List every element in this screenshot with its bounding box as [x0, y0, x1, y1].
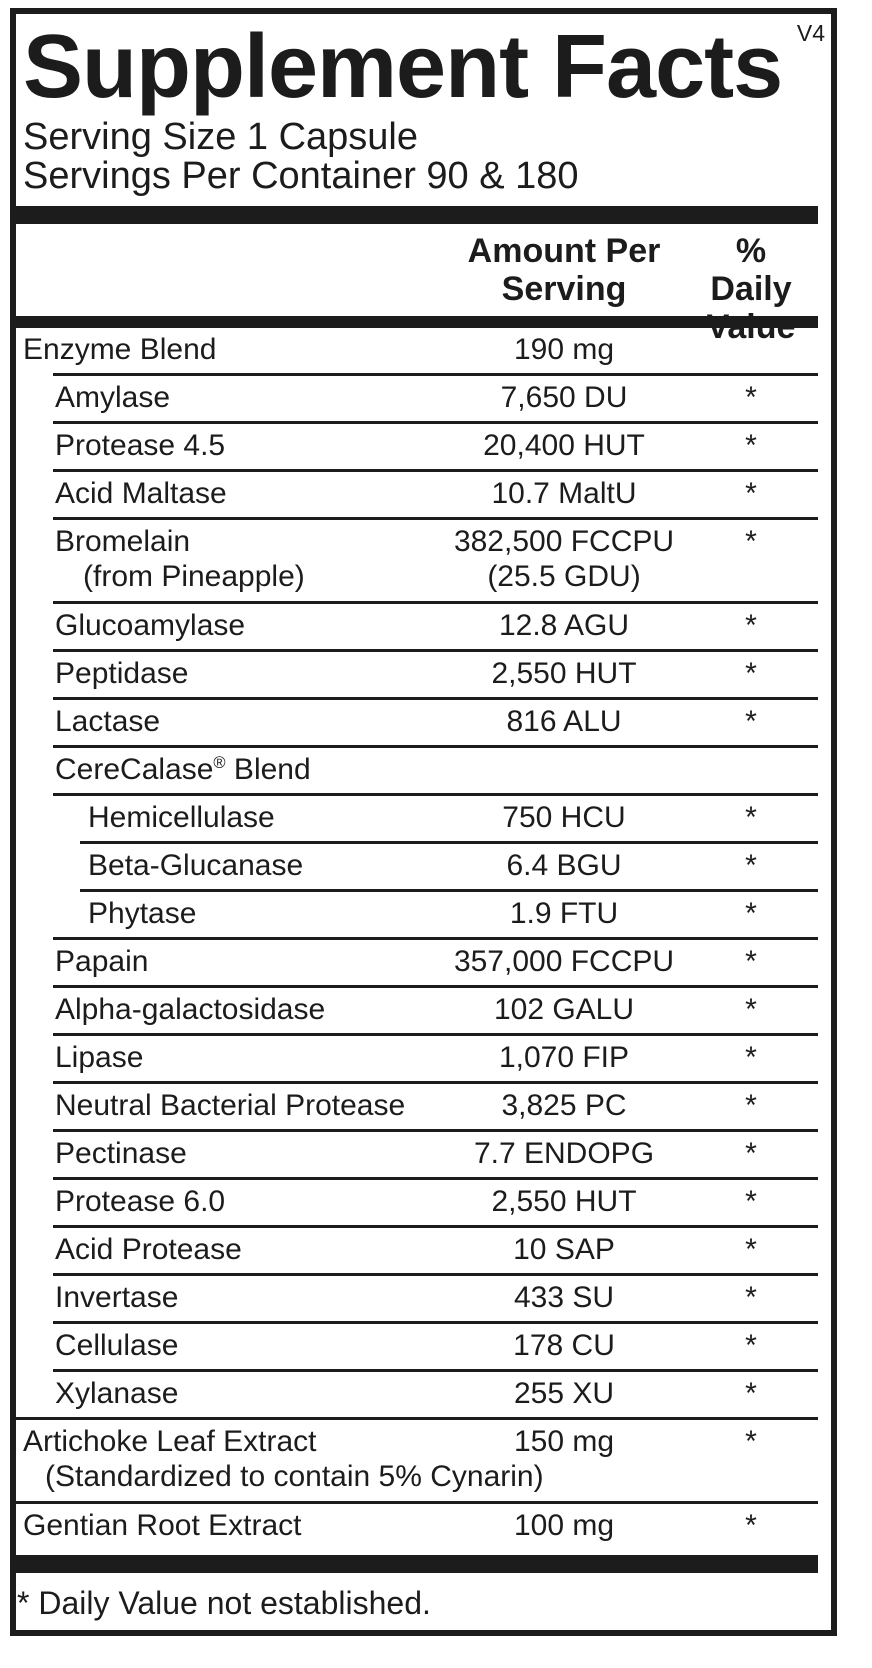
ingredient-daily-value: *	[745, 1281, 757, 1314]
ingredient-amount: 1,070 FIP	[498, 1041, 630, 1074]
ingredient-daily-value: *	[745, 849, 757, 882]
ingredient-daily-value: *	[745, 657, 757, 690]
ingredient-name: Phytase	[88, 897, 197, 930]
ingredient-name: Peptidase	[55, 657, 189, 690]
ingredient-daily-value: *	[745, 381, 757, 414]
ingredient-daily-value: *	[745, 1137, 757, 1170]
ingredient-name: Hemicellulase	[88, 801, 275, 834]
ingredient-name: Xylanase	[55, 1377, 179, 1410]
ingredient-daily-value: *	[745, 1089, 757, 1122]
ingredient-daily-value: *	[745, 1329, 757, 1362]
amount-header-line2: Serving	[501, 270, 627, 308]
ingredient-row	[16, 328, 818, 373]
ingredient-row	[16, 1372, 818, 1417]
ingredient-amount: 7,650 DU	[500, 381, 628, 414]
ingredient-amount: 6.4 BGU	[506, 849, 622, 882]
divider-bar-top	[16, 206, 818, 224]
ingredient-daily-value: *	[745, 1377, 757, 1410]
amount-header-line1: Amount Per	[467, 232, 661, 270]
ingredient-name: Alpha-galactosidase	[55, 993, 326, 1026]
ingredient-amount: 178 CU	[513, 1329, 615, 1362]
ingredient-amount: 20,400 HUT	[483, 429, 645, 462]
ingredient-daily-value: *	[745, 897, 757, 930]
ingredient-amount: 2,550 HUT	[491, 1185, 637, 1218]
ingredient-daily-value: *	[745, 1233, 757, 1266]
ingredient-name: Pectinase	[55, 1137, 187, 1170]
supplement-facts-label	[10, 8, 837, 1636]
daily-value-footnote: * Daily Value not established.	[17, 1585, 431, 1621]
ingredient-daily-value: *	[745, 1041, 757, 1074]
column-headers	[16, 224, 818, 346]
ingredient-amount: 255 XU	[513, 1377, 615, 1410]
ingredient-amount: 190 mg	[513, 333, 615, 366]
dv-header-line2: Value	[706, 308, 796, 346]
ingredient-amount: 433 SU	[513, 1281, 615, 1314]
ingredient-amount: 150 mg	[513, 1425, 615, 1458]
ingredient-name: Papain	[55, 945, 149, 978]
version-superscript: V4	[796, 20, 825, 46]
ingredient-row	[16, 652, 818, 697]
ingredient-name: Acid Protease	[55, 1233, 242, 1266]
ingredient-daily-value: *	[745, 945, 757, 978]
ingredient-row	[16, 1132, 818, 1177]
servings-per-container-line: Servings Per Container 90 & 180	[23, 155, 579, 197]
ingredient-row	[16, 1324, 818, 1369]
ingredient-name: Protease 4.5	[55, 429, 226, 462]
ingredient-row	[16, 1504, 818, 1549]
ingredient-daily-value: *	[745, 705, 757, 738]
amount-per-serving-header	[419, 232, 709, 308]
divider-bar-bottom	[16, 1555, 818, 1573]
ingredient-amount: 10 SAP	[513, 1233, 615, 1266]
ingredient-row	[16, 1036, 818, 1081]
ingredient-name: Protease 6.0	[55, 1185, 226, 1218]
ingredient-daily-value: *	[745, 1509, 757, 1542]
ingredient-amount: 100 mg	[513, 1509, 615, 1542]
ingredient-note: (from Pineapple)	[83, 560, 305, 593]
ingredient-note: (Standardized to contain 5% Cynarin)	[45, 1460, 544, 1493]
ingredient-daily-value: *	[745, 801, 757, 834]
ingredient-row	[16, 472, 818, 517]
ingredients-table	[16, 328, 818, 1549]
ingredient-row	[16, 604, 818, 649]
ingredient-row	[16, 1084, 818, 1129]
ingredient-name: Glucoamylase	[55, 609, 246, 642]
ingredient-daily-value: *	[745, 609, 757, 642]
dv-header-line1: % Daily	[710, 232, 792, 308]
ingredient-amount: 7.7 ENDOPG	[473, 1137, 655, 1170]
ingredient-row	[16, 844, 818, 889]
ingredient-name: Enzyme Blend	[23, 333, 217, 366]
serving-info	[16, 118, 818, 196]
ingredient-amount: 102 GALU	[493, 993, 635, 1026]
ingredient-amount: 816 ALU	[506, 705, 622, 738]
ingredient-name: CereCalase® Blend	[55, 753, 311, 786]
ingredient-name: Invertase	[55, 1281, 179, 1314]
ingredient-amount: 357,000 FCCPU	[453, 945, 675, 978]
ingredient-row	[16, 1228, 818, 1273]
ingredient-name: Gentian Root Extract	[23, 1509, 302, 1542]
ingredient-daily-value: *	[745, 993, 757, 1026]
ingredient-row	[16, 1420, 818, 1501]
ingredient-name: Cellulase	[55, 1329, 179, 1362]
ingredient-name: Acid Maltase	[55, 477, 227, 510]
ingredient-row	[16, 1180, 818, 1225]
serving-size-line: Serving Size 1 Capsule	[23, 116, 418, 158]
ingredient-row	[16, 892, 818, 937]
ingredient-daily-value: *	[745, 1185, 757, 1218]
ingredient-daily-value: *	[745, 477, 757, 510]
ingredient-row	[16, 988, 818, 1033]
ingredient-row	[16, 424, 818, 469]
ingredient-row	[16, 940, 818, 985]
ingredient-amount: 10.7 MaltU	[491, 477, 637, 510]
ingredient-amount: 750 HCU	[502, 801, 626, 834]
ingredient-row	[16, 748, 818, 793]
ingredient-amount: 12.8 AGU	[498, 609, 630, 642]
ingredient-amount: 382,500 FCCPU	[453, 525, 675, 558]
ingredient-row	[16, 700, 818, 745]
label-title: Supplement Facts	[23, 17, 783, 117]
ingredient-daily-value: *	[745, 1425, 757, 1458]
ingredient-row	[16, 796, 818, 841]
ingredient-name: Bromelain	[55, 525, 191, 558]
ingredient-daily-value: *	[745, 429, 757, 462]
ingredient-row	[16, 376, 818, 421]
ingredient-name: Lipase	[55, 1041, 144, 1074]
ingredient-row	[16, 1276, 818, 1321]
ingredient-name: Amylase	[55, 381, 171, 414]
ingredient-name: Neutral Bacterial Protease	[55, 1089, 406, 1122]
ingredient-name: Lactase	[55, 705, 161, 738]
ingredient-amount: 1.9 FTU	[509, 897, 619, 930]
ingredient-name: Beta-Glucanase	[88, 849, 304, 882]
ingredient-name: Artichoke Leaf Extract	[23, 1425, 317, 1458]
ingredient-amount: 3,825 PC	[501, 1089, 627, 1122]
ingredient-daily-value: *	[745, 525, 757, 558]
ingredient-amount-note: (25.5 GDU)	[487, 560, 641, 593]
ingredient-row	[16, 520, 818, 601]
ingredient-amount: 2,550 HUT	[491, 657, 637, 690]
